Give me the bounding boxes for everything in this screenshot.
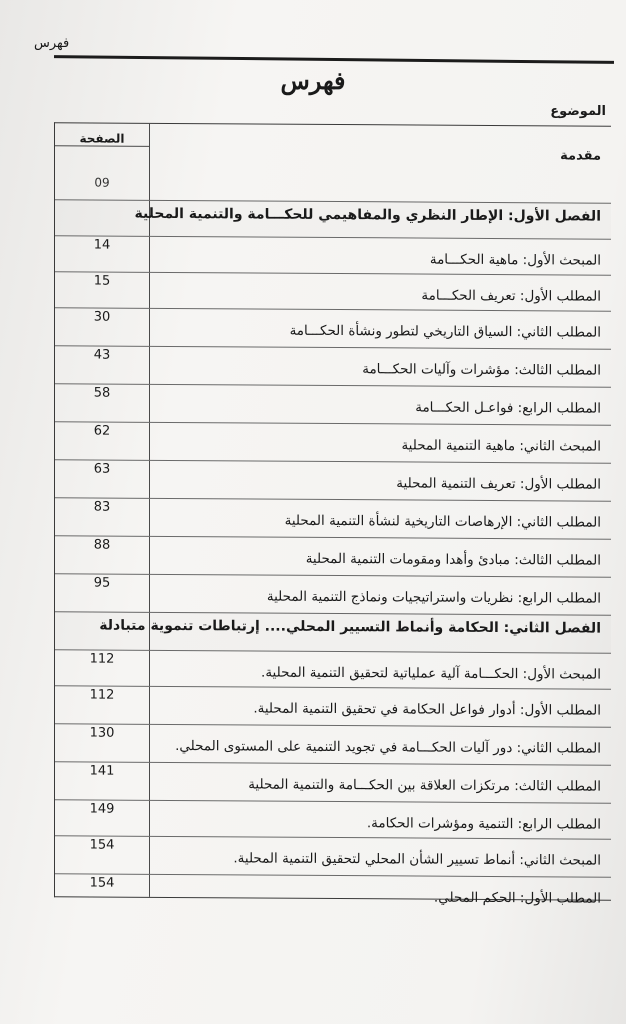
toc-page-number: 154	[89, 875, 115, 891]
page-title: فهرس	[280, 66, 346, 95]
toc-row	[55, 271, 611, 311]
toc-page-number: 141	[89, 763, 115, 779]
toc-table	[54, 122, 611, 907]
topic-column-header: الموضوع	[550, 104, 606, 119]
toc-chapter-title: الفصل الأول: الإطار النظري والمفاهيمي للحكـــامة والتنمية المحلية	[134, 205, 601, 225]
toc-row	[55, 383, 611, 425]
toc-entry-title: المطلب الرابع: التنمية ومؤشرات الحكامة.	[366, 815, 601, 833]
running-head: فهرس	[34, 36, 70, 51]
toc-page-number: 30	[93, 309, 111, 325]
toc-entry-title: المطلب الثالث: مرتكزات العلاقة بين الحكـــامة والتنمية المحلية	[248, 776, 601, 795]
toc-entry-title: المطلب الرابع: نظريات واستراتيجيات ونماذج التنمية المحلية	[266, 588, 601, 607]
toc-page-number: 14	[93, 237, 111, 253]
toc-row	[55, 535, 611, 577]
toc-entry-title: المطلب الثاني: الإرهاصات التاريخية لنشأة التنمية المحلية	[284, 512, 601, 531]
toc-row	[55, 307, 611, 349]
toc-page-number: 130	[89, 725, 115, 741]
toc-row	[55, 761, 611, 803]
toc-entry-title: المطلب الأول: تعريف التنمية المحلية	[396, 475, 601, 493]
toc-entry-title: المطلب الأول: الحكم المحلي.	[433, 889, 601, 907]
page-column-header: الصفحة	[79, 131, 125, 146]
toc-page-number: 88	[93, 537, 111, 553]
toc-entry-title: المبحث الأول: ماهية الحكـــامة	[429, 251, 601, 269]
toc-entry-title: المطلب الأول: أدوار فواعل الحكامة في تحقيق التنمية المحلية.	[253, 700, 601, 719]
toc-page-number: 63	[93, 461, 111, 477]
toc-page-number: 62	[93, 423, 111, 439]
toc-chapter-row	[55, 611, 611, 653]
introduction-label: مقدمة	[560, 148, 601, 164]
toc-row	[55, 649, 611, 689]
introduction-page: 09	[94, 175, 110, 190]
toc-row	[55, 459, 611, 501]
toc-row	[55, 723, 611, 765]
toc-page-number	[55, 201, 149, 202]
toc-entry-title: المطلب الثاني: دور آليات الحكـــامة في تجويد التنمية على المستوى المحلي.	[175, 738, 601, 757]
toc-page-number: 15	[93, 273, 111, 289]
header-rule	[54, 55, 614, 64]
toc-header	[55, 123, 611, 172]
toc-chapter-row	[55, 199, 611, 239]
toc-entry-title: المطلب الثاني: السياق التاريخي لتطور ونشأة الحكـــامة	[289, 322, 601, 341]
toc-row	[55, 421, 611, 463]
toc-entry-title: المطلب الثالث: مبادئ وأهدا ومقومات التنمية المحلية	[305, 550, 601, 569]
toc-page-number: 43	[93, 347, 111, 363]
toc-row	[55, 799, 611, 839]
introduction-row	[55, 169, 611, 203]
toc-page-number: 58	[93, 385, 111, 401]
toc-row	[55, 497, 611, 539]
toc-entry-title: المبحث الأول: الحكـــامة آلية عملياتية لتحقيق التنمية المحلية.	[261, 664, 601, 683]
toc-page-number: 149	[89, 801, 115, 817]
toc-page-number: 83	[93, 499, 111, 515]
toc-row	[55, 345, 611, 387]
toc-page-number: 112	[89, 687, 115, 703]
toc-entry-title: المطلب الثالث: مؤشرات وآليات الحكـــامة	[362, 361, 601, 379]
toc-page-number: 154	[89, 837, 115, 853]
toc-row	[55, 835, 611, 877]
toc-entry-title: المطلب الرابع: فواعـل الحكـــامة	[415, 399, 601, 417]
header-divider	[55, 145, 149, 147]
toc-page-number: 112	[89, 651, 115, 667]
toc-chapter-title: الفصل الثاني: الحكامة وأنماط التسيير المحلي.... إرتباطات تنموية متبادلة	[99, 617, 601, 637]
toc-entry-title: المطلب الأول: تعريف الحكـــامة	[421, 287, 601, 305]
toc-entry-title: المبحث الثاني: أنماط تسيير الشأن المحلي لتحقيق التنمية المحلية.	[233, 850, 601, 869]
toc-row	[55, 235, 611, 275]
toc-page-number	[55, 613, 149, 614]
toc-row	[55, 685, 611, 727]
toc-row	[55, 573, 611, 615]
toc-entry-title: المبحث الثاني: ماهية التنمية المحلية	[401, 437, 601, 455]
toc-page-number: 95	[93, 575, 111, 591]
toc-row	[55, 873, 611, 907]
